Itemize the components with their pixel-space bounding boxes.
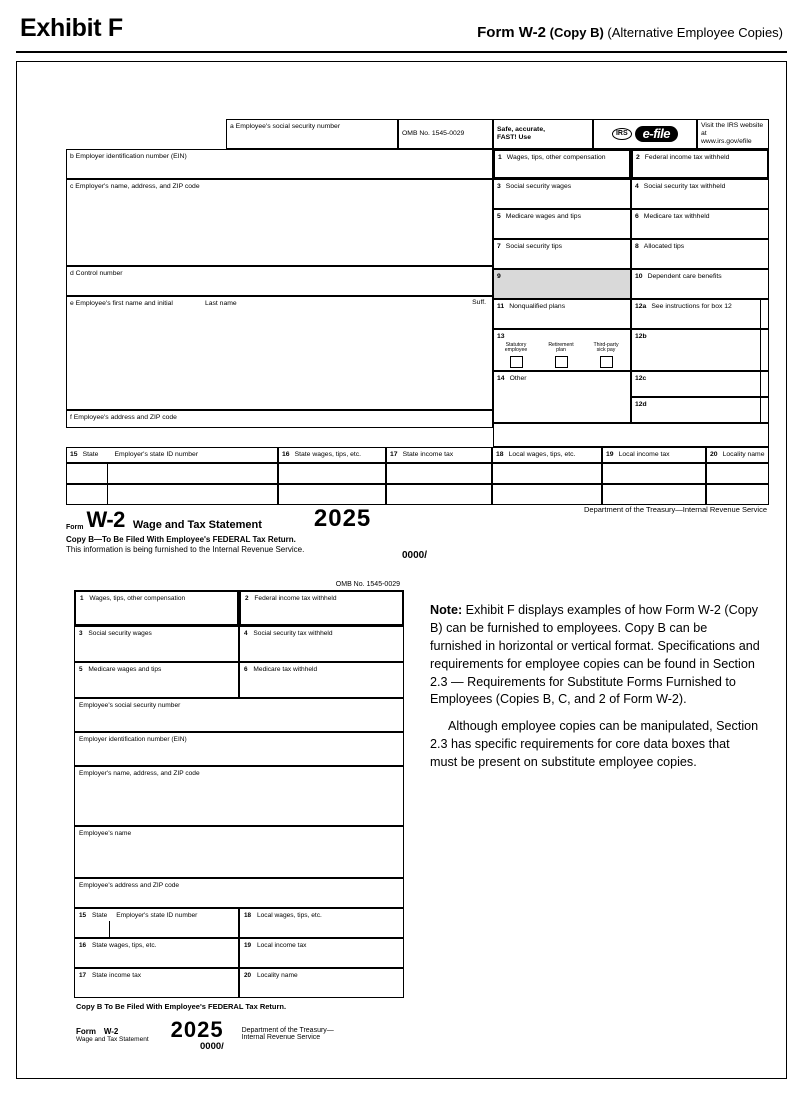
v-box-3-label: Social security wages [88,630,152,637]
box-10-dependent-care[interactable] [631,269,769,299]
visit-line-1: Visit the IRS website at [701,122,764,138]
w2-row-13-12b [493,329,769,371]
v-box-15-label: State [91,912,108,919]
box-10-number: 10 [635,273,643,280]
box-15-label2: Employer's state ID number [114,451,199,458]
w2-right-column [493,149,769,447]
box-19-entry[interactable] [602,463,706,484]
box-7-ss-tips[interactable] [493,239,631,269]
box-6-label: Medicare tax withheld [643,213,710,220]
v-box-6-medicare-tax[interactable] [239,662,404,698]
box-1-label: Wages, tips, other compensation [506,154,606,161]
v-box-19-local-income-tax[interactable] [239,938,404,968]
v-box-5-medicare-wages[interactable] [74,662,239,698]
box-16-number: 16 [282,451,290,458]
w2-top-strip [66,119,769,149]
v-employer-field[interactable] [74,766,404,826]
retirement-plan-checkbox[interactable] [555,356,568,368]
irs-seal-icon: IRS [612,128,632,140]
note-paragraph-1 [430,602,760,709]
box-12d[interactable] [631,397,769,423]
box-12c-12d-stack [631,371,769,423]
box-f-employee-address[interactable] [66,410,493,428]
vertical-row-1-2 [74,590,404,626]
box-15-entry-2[interactable] [66,484,278,505]
vertical-row-3-4 [74,626,404,662]
v-employer-label: Employer's name, address, and ZIP code [79,770,200,777]
box-e-suffix-label: Suff. [472,299,486,306]
v-box-3-ss-wages[interactable] [74,626,239,662]
w2-row-14-12c [493,371,769,423]
retirement-line-1: Retirement [548,341,574,348]
box-c-employer[interactable] [66,179,493,266]
v-footer-dept [242,1027,334,1043]
box-12a-number: 12a [635,303,647,310]
w2-row-1-2 [493,149,769,179]
horizontal-w2-form [66,119,769,505]
v-footer-form-block [76,1027,149,1043]
w2-row-11-12a [493,299,769,329]
v-ein-field[interactable] [74,732,404,766]
v-box-1-number: 1 [80,595,84,602]
box-16-state-wages[interactable] [278,447,386,463]
exhibit-frame [16,61,787,1079]
thirdparty-line-2: sick pay [596,347,616,354]
box-16-entry-2[interactable] [278,484,386,505]
box-b-ein[interactable] [66,149,493,179]
irs-website-text [701,122,765,145]
v-employee-address-field[interactable] [74,878,404,908]
exhibit-title: Exhibit F [20,14,123,42]
box-1-number: 1 [498,154,502,161]
box-4-ss-tax[interactable] [631,179,769,209]
box-9-number: 9 [497,273,501,280]
v-copy-b-line: Copy B To Be Filed With Employee's FEDERAL Tax Return. [76,1002,287,1011]
box-a-ssn[interactable] [226,119,398,149]
box-12a-tick [760,300,761,328]
box-10-label: Dependent care benefits [647,273,722,280]
box-20-label: Locality name [722,451,765,458]
vertical-form-footer [74,1017,404,1043]
v-box-2-label: Federal income tax withheld [254,595,337,602]
thirdparty-line-1: Third-party [593,341,619,348]
horizontal-form-caption [66,505,769,561]
caption-copy-line: Copy B—To Be Filed With Employee's FEDERAL Tax Return. [66,535,296,544]
box-19-label: Local income tax [618,451,670,458]
box-17-state-income-tax[interactable] [386,447,492,463]
page-header [14,10,789,49]
w2-left-column [66,149,493,447]
omb-number [398,119,493,149]
box-6-number: 6 [635,213,639,220]
box-16-label: State wages, tips, etc. [294,451,362,458]
v-box-18-number: 18 [244,912,252,919]
v-box-5-label: Medicare wages and tips [88,666,162,673]
v-employee-address-label: Employee's address and ZIP code [79,882,180,889]
state-local-header-row [66,447,769,463]
box-8-label: Allocated tips [643,243,685,250]
box-12b-number: 12b [635,333,647,340]
box-8-number: 8 [635,243,639,250]
v-employee-name-field[interactable] [74,826,404,878]
v-box-5-number: 5 [79,666,83,673]
box-1-wages[interactable] [493,149,631,179]
efile-logo-cell [593,119,697,149]
box-2-number: 2 [636,154,640,161]
note-text-1: Exhibit F displays examples of how Form W-2 (Copy B) can be furnished to employees. Copy B can be furnished in horizontal or vertical format. Specifications and requirements for employee copies can be found in Section 2.3 — Requirements for Substitute Forms Furnished to Employees (Copies B, C, and 2 of Form W-2). [430,603,760,707]
v-box-4-label: Social security tax withheld [253,630,333,637]
w2-row-5-6 [493,209,769,239]
header-rule [16,51,787,53]
box-17-entry[interactable] [386,463,492,484]
box-17-number: 17 [390,451,398,458]
v-box-19-number: 19 [244,942,252,949]
box-12-filler [493,423,769,447]
box-19-number: 19 [606,451,614,458]
v-box-20-number: 20 [244,972,252,979]
vertical-row-16-19 [74,938,404,968]
header-form-name: Form W-2 [477,24,546,41]
box-b-label: b Employer identification number (EIN) [70,153,187,160]
v-box-17-state-income-tax[interactable] [74,968,239,998]
state-local-entry-row-1 [66,463,769,484]
v-box-1-label: Wages, tips, other compensation [89,595,186,602]
box-20-entry-2[interactable] [706,484,769,505]
v-box-1-wages[interactable] [74,590,239,626]
vertical-row-15-18 [74,908,404,938]
v-box-19-label: Local income tax [256,942,307,949]
v-footer-omb-number: 0000/ [200,1041,224,1052]
box-13-checkboxes[interactable] [493,329,631,371]
box-20-entry[interactable] [706,463,769,484]
box-19-local-income-tax[interactable] [602,447,706,463]
header-form-label [477,24,783,43]
box-18-entry-2[interactable] [492,484,602,505]
v-box-20-locality-name[interactable] [239,968,404,998]
box-13-number: 13 [497,333,505,340]
irs-website [697,119,769,149]
box-7-number: 7 [497,243,501,250]
box-7-label: Social security tips [505,243,563,250]
box-d-label: d Control number [70,270,123,277]
box-14-number: 14 [497,375,505,382]
statutory-employee-checkbox[interactable] [510,356,523,368]
header-alt-label: (Alternative Employee Copies) [607,25,783,40]
w2-row-7-8 [493,239,769,269]
v-box-3-number: 3 [79,630,83,637]
box-15-number: 15 [70,451,78,458]
w2-body [66,149,769,447]
safe-text [497,126,545,142]
box-15-entry[interactable] [66,463,278,484]
box-e-employee-name[interactable] [66,296,493,410]
v-footer-form-line [76,1027,149,1036]
box-14-other[interactable] [493,371,631,423]
box-15-state[interactable] [66,447,278,463]
box-12c[interactable] [631,371,769,397]
note-label: Note: [430,603,463,617]
box-f-label: f Employee's address and ZIP code [70,414,177,421]
vertical-row-5-6 [74,662,404,698]
header-copy-label: (Copy B) [549,25,604,40]
box-11-nonqualified[interactable] [493,299,631,329]
efile-logo [597,122,693,146]
box-16-entry[interactable] [278,463,386,484]
vertical-w2-form [74,581,404,1052]
box-12b-tick [760,330,761,370]
v-footer-dept-line-2: Internal Revenue Service [241,1034,321,1041]
v-footer-year: 2025 [170,1017,224,1042]
box-5-medicare-wages[interactable] [493,209,631,239]
state-local-entry-row-2 [66,484,769,505]
v-footer-dept-line-1: Department of the Treasury— [241,1027,334,1034]
v-box-16-number: 16 [79,942,87,949]
box-12d-number: 12d [635,401,647,408]
caption-omb-number: 0000/ [402,550,428,561]
v-box-17-number: 17 [79,972,87,979]
box-12b[interactable] [631,329,769,371]
box-e-lastname-label: Last name [204,300,237,307]
v-ssn-field[interactable] [74,698,404,732]
note-paragraph-2: Although employee copies can be manipulated, Section 2.3 has specific requirements for core data boxes that must be present on substitute employee copies. [430,719,759,769]
retirement-line-2: plan [556,347,566,354]
vertical-omb: OMB No. 1545-0029 [335,581,400,588]
statutory-line-2: employee [504,347,528,354]
v-box-15-state[interactable] [74,908,239,938]
caption-dept: Department of the Treasury—Internal Revenue Service [583,505,767,514]
box-11-label: Nonqualified plans [509,303,566,310]
box-c-label: c Employer's name, address, and ZIP code [70,183,200,190]
box-6-medicare-tax[interactable] [631,209,769,239]
box-13-statutory-employee[interactable] [497,343,535,370]
box-13-third-party-sick-pay[interactable] [587,343,625,370]
v-footer-subtitle: Wage and Tax Statement [76,1036,149,1043]
box-20-locality-name[interactable] [706,447,769,463]
box-19-entry-2[interactable] [602,484,706,505]
w2-row-3-4 [493,179,769,209]
safe-line-1: Safe, accurate, [497,126,545,134]
v-footer-w2: W-2 [103,1027,119,1036]
safe-line-2: FAST! Use [497,134,531,141]
box-8-allocated-tips[interactable] [631,239,769,269]
box-d-control-number[interactable] [66,266,493,296]
v-box-4-ss-tax[interactable] [239,626,404,662]
omb-label: OMB No. 1545-0029 [402,130,465,138]
v-box-18-label: Local wages, tips, etc. [256,912,322,919]
v-box-15-number: 15 [79,912,87,919]
box-12a[interactable] [631,299,769,329]
box-12c-number: 12c [635,375,647,382]
box-2-label: Federal income tax withheld [644,154,730,161]
v-ssn-label: Employee's social security number [79,702,181,709]
v-box-2-fed-tax[interactable] [239,590,404,626]
caption-top-row [66,505,769,533]
v-box-16-label: State wages, tips, etc. [91,942,157,949]
v-box-15-label2: Employer's state ID number [116,912,198,919]
box-17-entry-2[interactable] [386,484,492,505]
box-14-label: Other [509,375,527,382]
statutory-line-1: Statutory [505,341,527,348]
v-box-6-label: Medicare tax withheld [253,666,318,673]
caption-w2: W-2 [86,507,125,532]
box-12c-tick [760,372,761,396]
v-footer-form-word: Form [76,1027,96,1036]
box-15-label: State [82,451,99,458]
third-party-sick-pay-checkbox[interactable] [600,356,613,368]
box-5-label: Medicare wages and tips [505,213,581,220]
box-17-label: State income tax [402,451,454,458]
v-box-17-label: State income tax [91,972,142,979]
v-box-20-label: Locality name [256,972,298,979]
box-18-local-wages[interactable] [492,447,602,463]
box-3-number: 3 [497,183,501,190]
v-box-2-number: 2 [245,595,249,602]
box-9-shaded [493,269,631,299]
efile-badge: e-file [635,126,678,143]
v-employee-name-label: Employee's name [79,830,132,837]
box-13-retirement-plan[interactable] [542,343,580,370]
box-20-number: 20 [710,451,718,458]
caption-form-word: Form [66,524,84,531]
box-4-number: 4 [635,183,639,190]
box-18-entry[interactable] [492,463,602,484]
top-strip-spacer [66,119,226,149]
box-18-number: 18 [496,451,504,458]
v-box-18-local-wages[interactable] [239,908,404,938]
box-3-label: Social security wages [505,183,572,190]
v-box-16-state-wages[interactable] [74,938,239,968]
caption-title: Wage and Tax Statement [132,519,262,531]
box-4-label: Social security tax withheld [643,183,726,190]
caption-year: 2025 [313,505,372,532]
box-18-label: Local wages, tips, etc. [508,451,576,458]
w2-row-9-10 [493,269,769,299]
box-5-number: 5 [497,213,501,220]
vertical-row-17-20 [74,968,404,998]
box-12d-tick [760,398,761,422]
box-e-label: e Employee's first name and initial [70,300,173,307]
visit-line-2: www.irs.gov/efile [701,137,752,145]
note-panel [430,602,760,781]
box-12a-label: See instructions for box 12 [651,303,732,310]
caption-furnish-line: This information is being furnished to the Internal Revenue Service. [66,545,305,554]
box-a-label: a Employee's social security number [230,123,341,130]
box-11-number: 11 [497,303,505,310]
v-box-6-number: 6 [244,666,248,673]
safe-accurate-fast [493,119,593,149]
box-2-fed-tax[interactable] [631,149,769,179]
v-ein-label: Employer identification number (EIN) [79,736,187,743]
box-3-ss-wages[interactable] [493,179,631,209]
v-box-4-number: 4 [244,630,248,637]
